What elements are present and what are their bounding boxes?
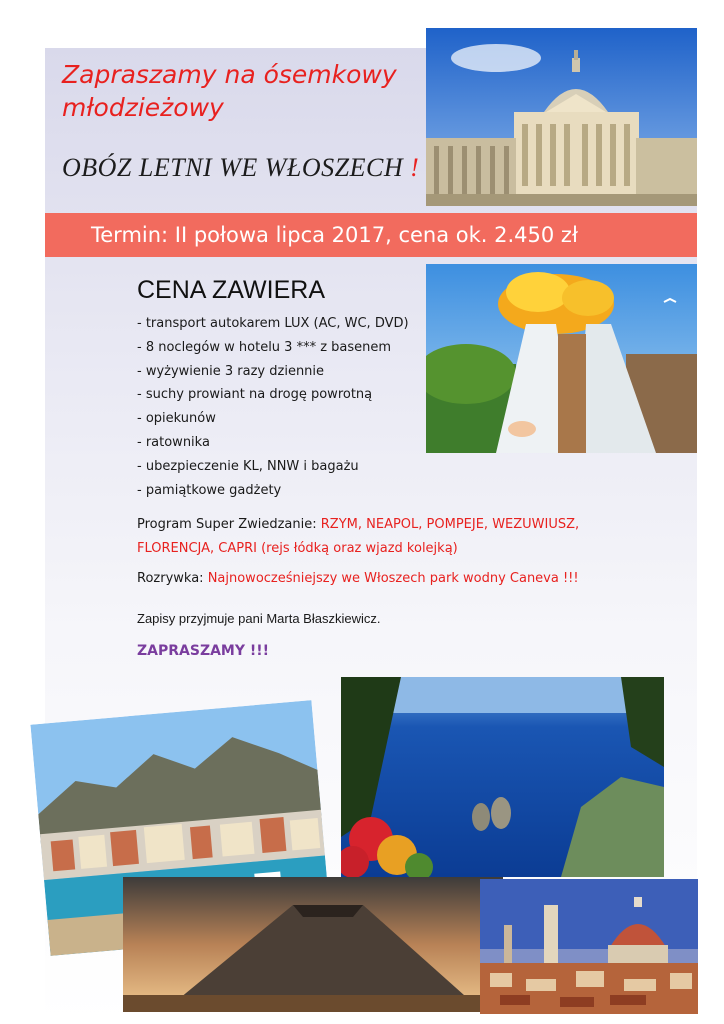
program-line-1: RZYM, NEAPOL, POMPEJE, WEZUWIUSZ, bbox=[320, 517, 580, 532]
entertainment-value: Najnowocześniejszy we Włoszech park wodny Caneva !!! bbox=[207, 571, 579, 586]
subheadline-text: OBÓZ LETNI WE WŁOSZECH bbox=[62, 153, 404, 182]
program-line-2: FLORENCJA, CAPRI (rejs łódką oraz wjazd kolejką) bbox=[137, 541, 458, 556]
headline bbox=[62, 58, 422, 124]
headline-line-2: młodzieżowy bbox=[62, 93, 224, 122]
list-item: - transport autokarem LUX (AC, WC, DVD) bbox=[137, 316, 409, 331]
list-item: - opiekunów bbox=[137, 411, 216, 427]
list-item: - ubezpieczenie KL, NNW i bagażu bbox=[137, 458, 359, 474]
signup-note: Zapisy przyjmuje pani Marta Błaszkiewicz. bbox=[137, 611, 381, 626]
subheadline-mark: ! bbox=[410, 153, 420, 182]
subheadline bbox=[62, 153, 419, 183]
headline-line-1: Zapraszamy na ósemkowy bbox=[62, 60, 397, 89]
program-label: Program Super Zwiedzanie: bbox=[137, 517, 321, 532]
list-item: - pamiątkowe gadżety bbox=[137, 482, 282, 498]
list-item: - suchy prowiant na drogę powrotną bbox=[137, 387, 373, 403]
vesuvius-photo bbox=[123, 877, 503, 1012]
florence-photo bbox=[480, 879, 698, 1014]
entertainment-label: Rozrywka: bbox=[137, 571, 208, 586]
list-item: - 8 noclegów w hotelu 3 *** z basenem bbox=[137, 339, 392, 355]
banner-text: Termin: II połowa lipca 2017, cena ok. 2.450 zł bbox=[91, 223, 578, 247]
invite-text: ZAPRASZAMY !!! bbox=[137, 643, 270, 659]
vatican-photo bbox=[426, 28, 697, 206]
date-price-banner bbox=[45, 213, 697, 257]
waterpark-photo bbox=[426, 264, 697, 453]
list-item: - ratownika bbox=[137, 434, 210, 450]
capri-coast-photo bbox=[341, 677, 664, 877]
program bbox=[137, 513, 637, 561]
entertainment bbox=[137, 571, 579, 586]
includes-title: CENA ZAWIERA bbox=[137, 276, 325, 304]
list-item: - wyżywienie 3 razy dziennie bbox=[137, 363, 325, 379]
includes-list bbox=[137, 312, 409, 502]
